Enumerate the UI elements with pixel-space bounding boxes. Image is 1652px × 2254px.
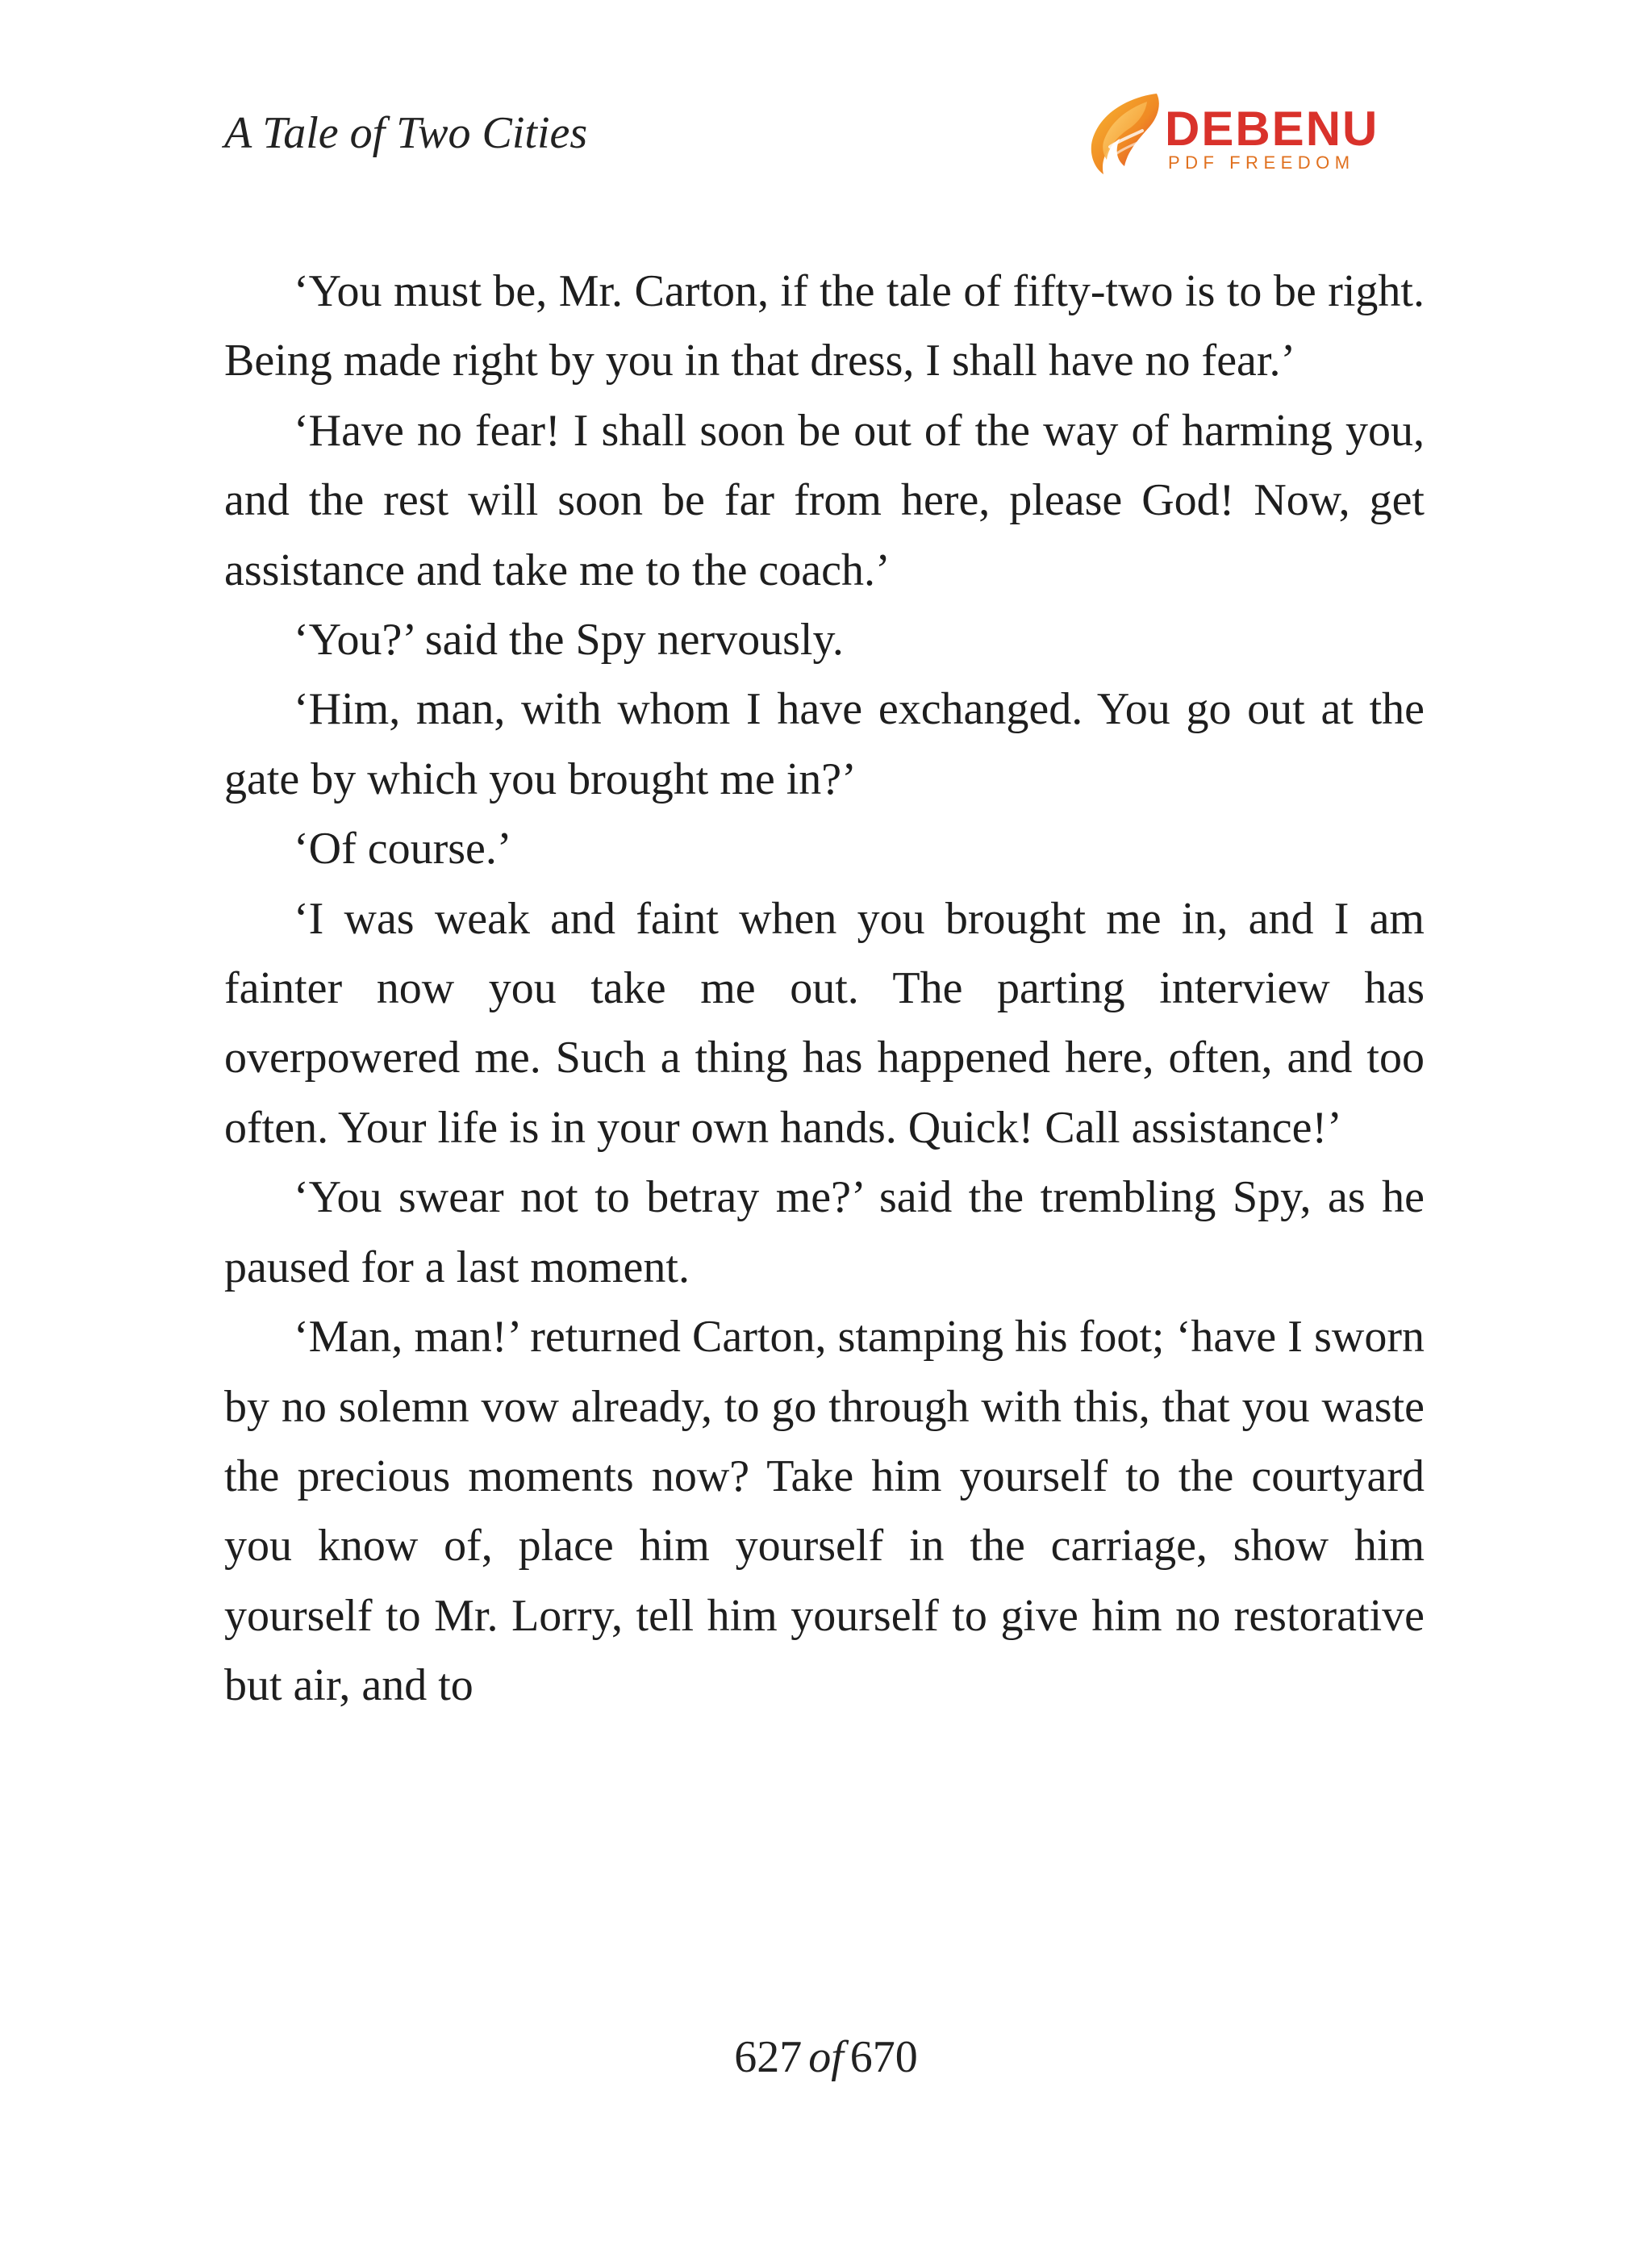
paragraph: ‘Of course.’ — [294, 824, 512, 874]
paragraph: ‘Him, man, with whom I have exchanged. You go out at the gate by which you brought me in?’ — [224, 684, 1425, 804]
flame-logo-icon — [1083, 90, 1163, 179]
total-pages: 670 — [849, 2032, 918, 2082]
book-title: A Tale of Two Cities — [224, 108, 588, 158]
paragraph: ‘You must be, Mr. Carton, if the tale of fifty-two is to be right. Being made right by you in that dress, I shall have no fear.’ — [224, 266, 1425, 386]
paragraph: ‘I was weak and faint when you brought me in, and I am fainter now you take me out. The parting interview has overpowered me. Such a thing has happened here, often, and too often. Your life is in your own hands. Quick! Call assistance!’ — [224, 893, 1425, 1153]
logo-subtitle: PDF FREEDOM — [1168, 152, 1355, 173]
page-number — [0, 2025, 1652, 2089]
paragraph: ‘Have no fear! I shall soon be out of the way of harming you, and the rest will soon be far from here, please God! Now, get assistance and take me to the coach.’ — [224, 405, 1425, 595]
paragraph: ‘You?’ said the Spy nervously. — [294, 615, 844, 666]
paragraph: ‘Man, man!’ returned Carton, stamping his foot; ‘have I sworn by no solemn vow already, to go through with this, that you waste the precious moments now? Take him yourself to the courtyard you know of, place him yourself in the carriage, show him yourself to Mr. Lorry, tell him yourself to give him no restorative but air, and to — [224, 1312, 1425, 1711]
debenu-logo — [1083, 90, 1379, 179]
of-label: of — [808, 2032, 844, 2082]
current-page: 627 — [734, 2032, 803, 2082]
page-header — [0, 0, 1652, 194]
logo-name: DEBENU — [1165, 102, 1379, 156]
paragraph: ‘You swear not to betray me?’ said the trembling Spy, as he paused for a last moment. — [224, 1172, 1425, 1292]
page-body — [224, 257, 1425, 1721]
